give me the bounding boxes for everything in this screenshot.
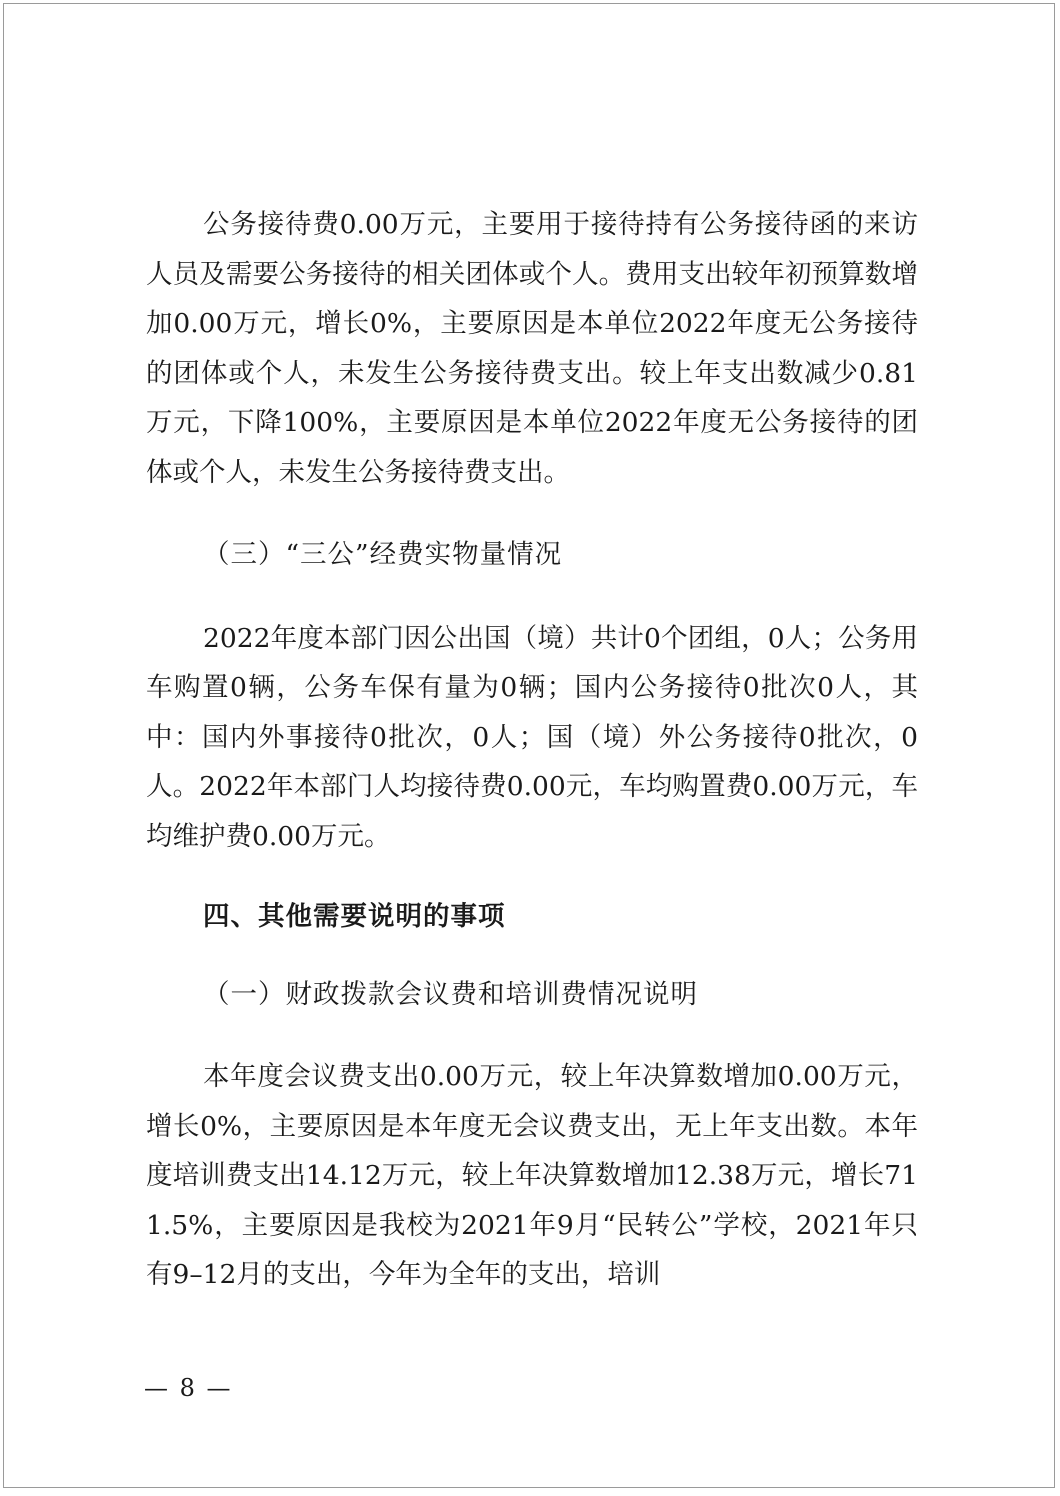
heading-meeting-training-fees: （一）财政拨款会议费和培训费情况说明 bbox=[203, 978, 698, 1010]
paragraph-reception-expense: 公务接待费0.00万元，主要用于接待持有公务接待函的来访人员及需要公务接待的相关团体或个人。费用支出较年初预算数增加0.00万元，增长0%，主要原因是本单位2022年度无公务接待的团体或个人，未发生公务接待费支出。较上年支出数减少0.81万元，下降100%，主要原因是本单位2022年度无公务接待的团体或个人，未发生公务接待费支出。 bbox=[146, 209, 918, 488]
paragraph-meeting-training-details: 本年度会议费支出0.00万元，较上年决算数增加0.00万元，增长0%，主要原因是本年度无会议费支出，无上年支出数。本年度培训费支出14.12万元，较上年决算数增加12.38万元，增长711.5%，主要原因是我校为2021年9月“民转公”学校，2021年只有9–12月的支出，今年为全年的支出，培训 bbox=[146, 1061, 918, 1290]
page-number: — 8 — bbox=[144, 1374, 233, 1402]
paragraph-quantity-details: 2022年度本部门因公出国（境）共计0个团组，0人；公务用车购置0辆，公务车保有量为0辆；国内公务接待0批次0人，其中：国内外事接待0批次，0人；国（境）外公务接待0批次，0人。2022年本部门人均接待费0.00元，车均购置费0.00万元，车均维护费0.00万元。 bbox=[146, 622, 918, 852]
page-content bbox=[146, 200, 918, 1320]
heading-three-public-quantity: （三）“三公”经费实物量情况 bbox=[203, 539, 563, 570]
document-page bbox=[3, 3, 1055, 1488]
heading-other-matters: 四、其他需要说明的事项 bbox=[203, 901, 506, 932]
